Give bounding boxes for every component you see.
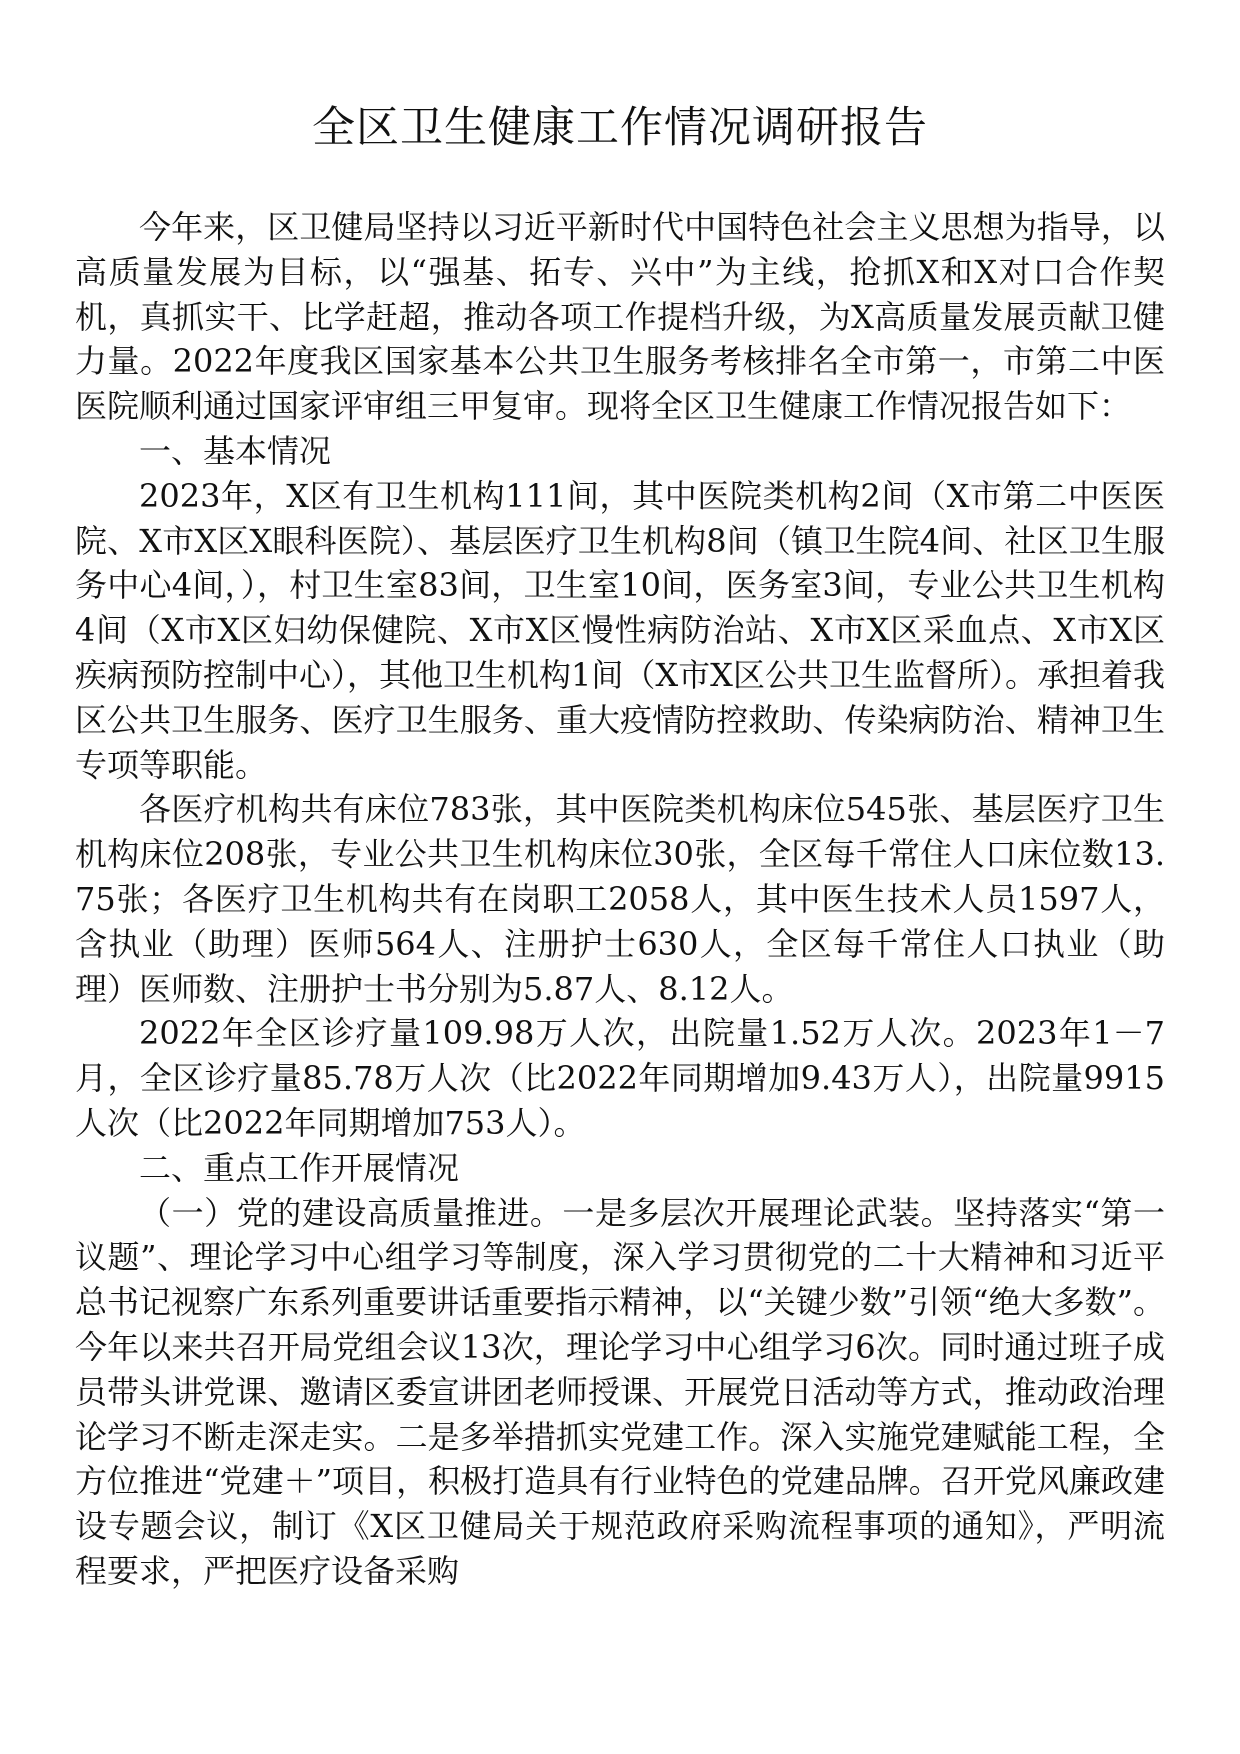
document-title: 全区卫生健康工作情况调研报告 <box>312 103 928 153</box>
paragraph-party-building: （一）党的建设高质量推进。一是多层次开展理论武装。坚持落实“第一议题”、理论学习中心组学习等制度，深入学习贯彻党的二十大精神和习近平总书记视察广东系列重要讲话重要指示精神，以“关键少数”引领“绝大多数”。今年以来共召开局党组会议13次，理论学习中心组学习6次。同时通过班子成员带头讲党课、邀请区委宣讲团老师授课、开展党日活动等方式，推动政治理论学习不断走深走实。二是多举措抓实党建工作。深入实施党建赋能工程，全方位推进“党建＋”项目，积极打造具有行业特色的党建品牌。召开党风廉政建设专题会议，制订《X区卫健局关于规范政府采购流程事项的通知》，严明流程要求，严把医疗设备采购 <box>75 1193 1165 1590</box>
document-body <box>75 205 1165 1594</box>
paragraph-institutions: 2023年，X区有卫生机构111间，其中医院类机构2间（X市第二中医医院、X市X区X眼科医院）、基层医疗卫生机构8间（镇卫生院4间、社区卫生服务中心4间，），村卫生室83间，卫生室10间，医务室3间，专业公共卫生机构4间（X市X区妇幼保健院、X市X区慢性病防治站、X市X区采血点、X市X区疾病预防控制中心），其他卫生机构1间（X市X区公共卫生监督所）。承担着我区公共卫生服务、医疗卫生服务、重大疫情防控救助、传染病防治、精神卫生专项等职能。 <box>75 476 1165 784</box>
section-heading-basic-situation: 一、基本情况 <box>139 431 332 470</box>
section-heading-key-work: 二、重点工作开展情况 <box>139 1148 460 1187</box>
document-page <box>75 0 1165 1594</box>
paragraph-intro: 今年来，区卫健局坚持以习近平新时代中国特色社会主义思想为指导，以高质量发展为目标，以“强基、拓专、兴中”为主线，抢抓X和X对口合作契机，真抓实干、比学赶超，推动各项工作提档升级，为X高质量发展贡献卫健力量。2022年度我区国家基本公共卫生服务考核排名全市第一，市第二中医医院顺利通过国家评审组三甲复审。现将全区卫生健康工作情况报告如下： <box>75 208 1165 426</box>
paragraph-beds-staff: 各医疗机构共有床位783张，其中医院类机构床位545张、基层医疗卫生机构床位208张，专业公共卫生机构床位30张，全区每千常住人口床位数13.75张；各医疗卫生机构共有在岗职工2058人，其中医生技术人员1597人，含执业（助理）医师564人、注册护士630人，全区每千常住人口执业（助理）医师数、注册护士书分别为5.87人、8.12人。 <box>75 790 1165 1008</box>
paragraph-visits: 2022年全区诊疗量109.98万人次，出院量1.52万人次。2023年1－7月，全区诊疗量85.78万人次（比2022年同期增加9.43万人），出院量9915人次（比2022年同期增加753人）。 <box>75 1014 1165 1142</box>
